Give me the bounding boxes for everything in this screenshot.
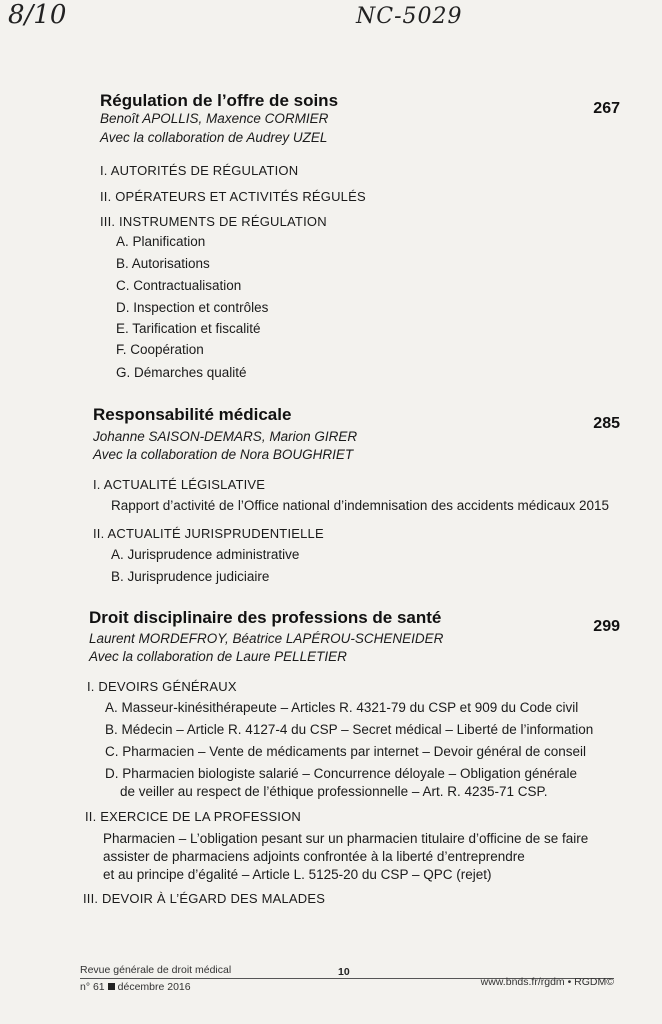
toc-subentry: assister de pharmaciens adjoints confrontée à la liberté d’entreprendre xyxy=(103,849,525,864)
toc-subentry: C. Contractualisation xyxy=(116,278,242,293)
toc-entry: II. ACTUALITÉ JURISPRUDENTIELLE xyxy=(93,526,324,541)
footer-page-number: 10 xyxy=(338,966,350,978)
toc-subentry: Rapport d’activité de l’Office national d’indemnisation des accidents médicaux 2015 xyxy=(111,498,610,513)
show-through-mark xyxy=(202,2,209,25)
toc-entry: I. ACTUALITÉ LÉGISLATIVE xyxy=(93,477,266,492)
toc-subentry: F. Coopération xyxy=(116,342,204,357)
section-authors: Laurent MORDEFROY, Béatrice LAPÉROU-SCHENEIDER xyxy=(89,631,444,646)
footer-issue-number: n° 61 xyxy=(80,981,105,993)
margin-copyright-mark xyxy=(646,470,656,472)
toc-subentry: D. Inspection et contrôles xyxy=(116,300,269,315)
section-title: Responsabilité médicale xyxy=(93,405,292,424)
toc-subentry: A. Planification xyxy=(116,234,206,249)
footer-issue xyxy=(80,981,191,993)
toc-subentry: Pharmacien – L’obligation pesant sur un pharmacien titulaire d’officine de se faire xyxy=(103,831,589,846)
toc-subentry: et au principe d’égalité – Article L. 5125-20 du CSP – QPC (rejet) xyxy=(103,867,492,882)
section-title: Droit disciplinaire des professions de santé xyxy=(89,608,442,627)
toc-subentry: B. Médecin – Article R. 4127-4 du CSP – Secret médical – Liberté de l’information xyxy=(105,722,594,737)
toc-entry: III. DEVOIR À L’ÉGARD DES MALADES xyxy=(83,891,326,906)
toc-subentry: E. Tarification et fiscalité xyxy=(116,321,261,336)
toc-subentry: A. Masseur-kinésithérapeute – Articles R. 4321-79 du CSP et 909 du Code civil xyxy=(105,700,579,715)
toc-subentry: D. Pharmacien biologiste salarié – Concurrence déloyale – Obligation générale xyxy=(105,766,578,781)
handwritten-reference-code: NC-5029 xyxy=(356,4,463,29)
section-page-number: 267 xyxy=(593,100,620,117)
toc-entry: II. OPÉRATEURS ET ACTIVITÉS RÉGULÉS xyxy=(100,189,366,204)
page-footer xyxy=(80,964,614,998)
footer-issue-date: décembre 2016 xyxy=(117,981,191,993)
footer-journal-title: Revue générale de droit médical xyxy=(80,964,232,976)
toc-entry: III. INSTRUMENTS DE RÉGULATION xyxy=(100,214,327,229)
section-page-number: 299 xyxy=(593,618,620,635)
toc-entry: I. AUTORITÉS DE RÉGULATION xyxy=(100,163,299,178)
section-title: Régulation de l’offre de soins xyxy=(100,91,339,110)
square-bullet-icon xyxy=(108,983,115,990)
handwritten-page-fraction: 8/10 xyxy=(8,0,67,30)
toc-subentry: de veiller au respect de l’éthique professionnelle – Art. R. 4235-71 CSP. xyxy=(120,784,548,799)
section-page-number: 285 xyxy=(593,415,620,432)
toc-entry: I. DEVOIRS GÉNÉRAUX xyxy=(87,679,237,694)
toc-subentry: C. Pharmacien – Vente de médicaments par internet – Devoir général de conseil xyxy=(105,744,587,759)
section-authors: Benoît APOLLIS, Maxence CORMIER xyxy=(100,111,329,126)
section-collaboration: Avec la collaboration de Nora BOUGHRIET xyxy=(93,447,354,462)
footer-url: www.bnds.fr/rgdm • RGDM© xyxy=(480,976,614,988)
section-collaboration: Avec la collaboration de Audrey UZEL xyxy=(100,130,328,145)
toc-entry: II. EXERCICE DE LA PROFESSION xyxy=(85,809,302,824)
toc-subentry: A. Jurisprudence administrative xyxy=(111,547,300,562)
section-authors: Johanne SAISON-DEMARS, Marion GIRER xyxy=(93,429,358,444)
toc-subentry: B. Autorisations xyxy=(116,256,210,271)
section-collaboration: Avec la collaboration de Laure PELLETIER xyxy=(89,649,347,664)
toc-subentry: B. Jurisprudence judiciaire xyxy=(111,569,270,584)
toc-subentry: G. Démarches qualité xyxy=(116,365,247,380)
